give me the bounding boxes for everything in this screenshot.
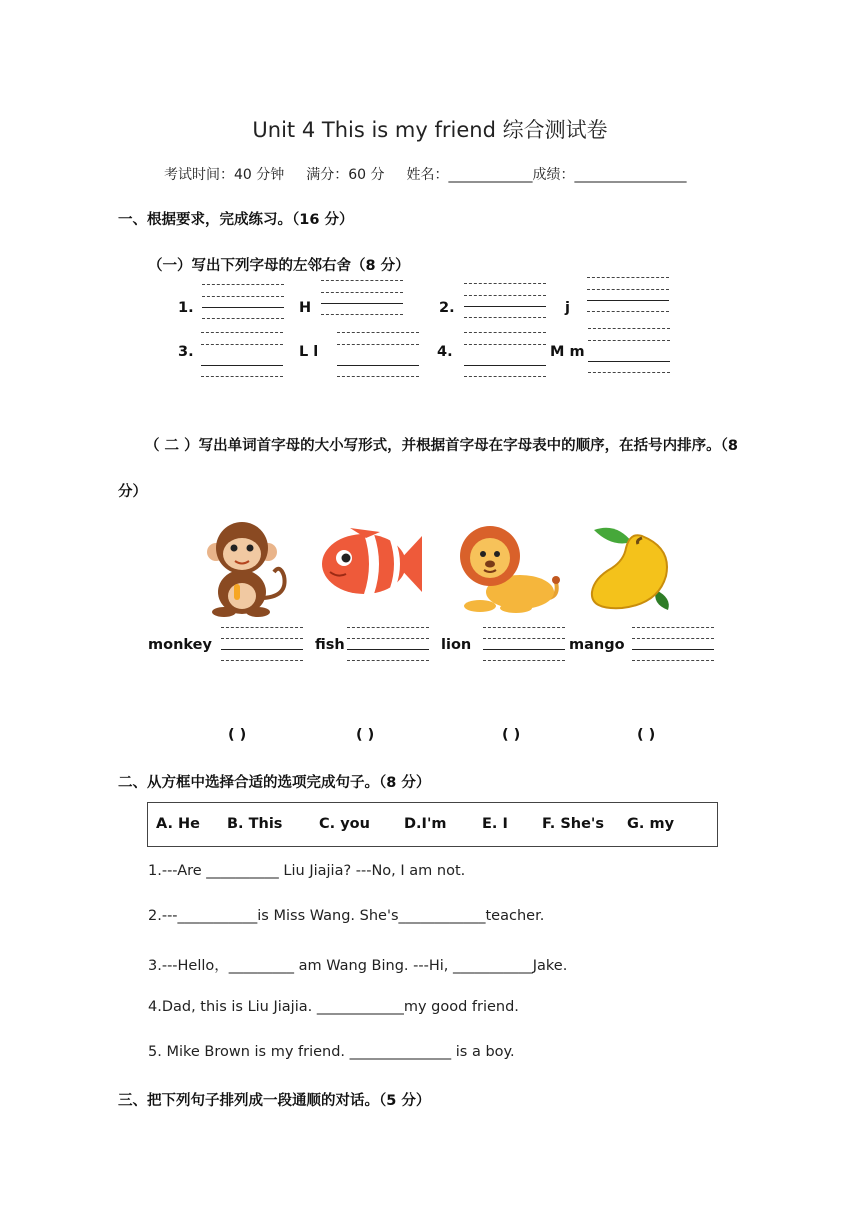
letter-label: M m	[550, 344, 585, 360]
writing-slot[interactable]	[632, 627, 714, 671]
writing-slot[interactable]	[201, 332, 283, 376]
page-title: Unit 4 This is my friend 综合测试卷	[252, 118, 608, 142]
sentence-3: 3.---Hello，_________ am Wang Bing. ---Hi, ___________Jake.	[148, 958, 568, 974]
full-score: 满分：60 分	[306, 167, 385, 183]
word-fish: fish	[315, 637, 345, 653]
item-number: 4.	[437, 344, 453, 360]
writing-slot[interactable]	[464, 332, 546, 376]
fish-icon	[320, 524, 424, 604]
order-parentheses[interactable]: ( )	[228, 727, 247, 743]
sentence-2: 2.---___________is Miss Wang. She's____________teacher.	[148, 908, 545, 924]
writing-slot[interactable]	[221, 627, 303, 671]
writing-slot[interactable]	[588, 328, 670, 372]
monkey-icon	[204, 518, 292, 618]
writing-slot[interactable]	[321, 280, 403, 324]
part2-heading-cont: 分）	[118, 484, 147, 500]
exam-time: 考试时间：40 分钟	[164, 167, 285, 183]
section2-heading: 二、从方框中选择合适的选项完成句子。（8 分）	[118, 775, 431, 791]
word-mango: mango	[569, 637, 625, 653]
section3-heading: 三、把下列句子排列成一段通顺的对话。（5 分）	[118, 1093, 431, 1109]
option-c: C. you	[319, 816, 370, 832]
order-parentheses[interactable]: ( )	[356, 727, 375, 743]
part2-heading: （ 二 ）写出单词首字母的大小写形式，并根据首字母在字母表中的顺序，在括号内排序。（8	[145, 438, 738, 454]
writing-slot[interactable]	[464, 283, 546, 327]
order-parentheses[interactable]: ( )	[637, 727, 656, 743]
sentence-5: 5. Mike Brown is my friend. ______________ is a boy.	[148, 1044, 515, 1060]
option-f: F. She's	[542, 816, 605, 832]
writing-slot[interactable]	[587, 277, 669, 321]
item-number: 3.	[178, 344, 194, 360]
writing-slot[interactable]	[337, 332, 419, 376]
option-d: D.I'm	[404, 816, 447, 832]
letter-label: H	[299, 300, 312, 316]
writing-slot[interactable]	[202, 284, 284, 328]
lion-icon	[458, 520, 562, 614]
sentence-1: 1.---Are __________ Liu Jiajia? ---No, I am not.	[148, 863, 466, 879]
sentence-4: 4.Dad, this is Liu Jiajia. ____________my good friend.	[148, 999, 519, 1015]
letter-label: j	[565, 300, 570, 316]
option-a: A. He	[156, 816, 201, 832]
item-number: 2.	[439, 300, 455, 316]
name-score-line: 姓名：____________成绩：________________	[406, 167, 687, 183]
part1-heading: （一）写出下列字母的左邻右舍（8 分）	[148, 258, 410, 274]
word-lion: lion	[441, 637, 472, 653]
letter-label: L l	[299, 344, 319, 360]
mango-icon	[586, 520, 680, 612]
option-e: E. I	[482, 816, 508, 832]
order-parentheses[interactable]: ( )	[502, 727, 521, 743]
option-g: G. my	[627, 816, 675, 832]
option-b: B. This	[227, 816, 283, 832]
writing-slot[interactable]	[347, 627, 429, 671]
item-number: 1.	[178, 300, 194, 316]
section1-heading: 一、根据要求，完成练习。（16 分）	[118, 212, 354, 228]
writing-slot[interactable]	[483, 627, 565, 671]
exam-info	[164, 164, 709, 184]
word-monkey: monkey	[148, 637, 212, 653]
